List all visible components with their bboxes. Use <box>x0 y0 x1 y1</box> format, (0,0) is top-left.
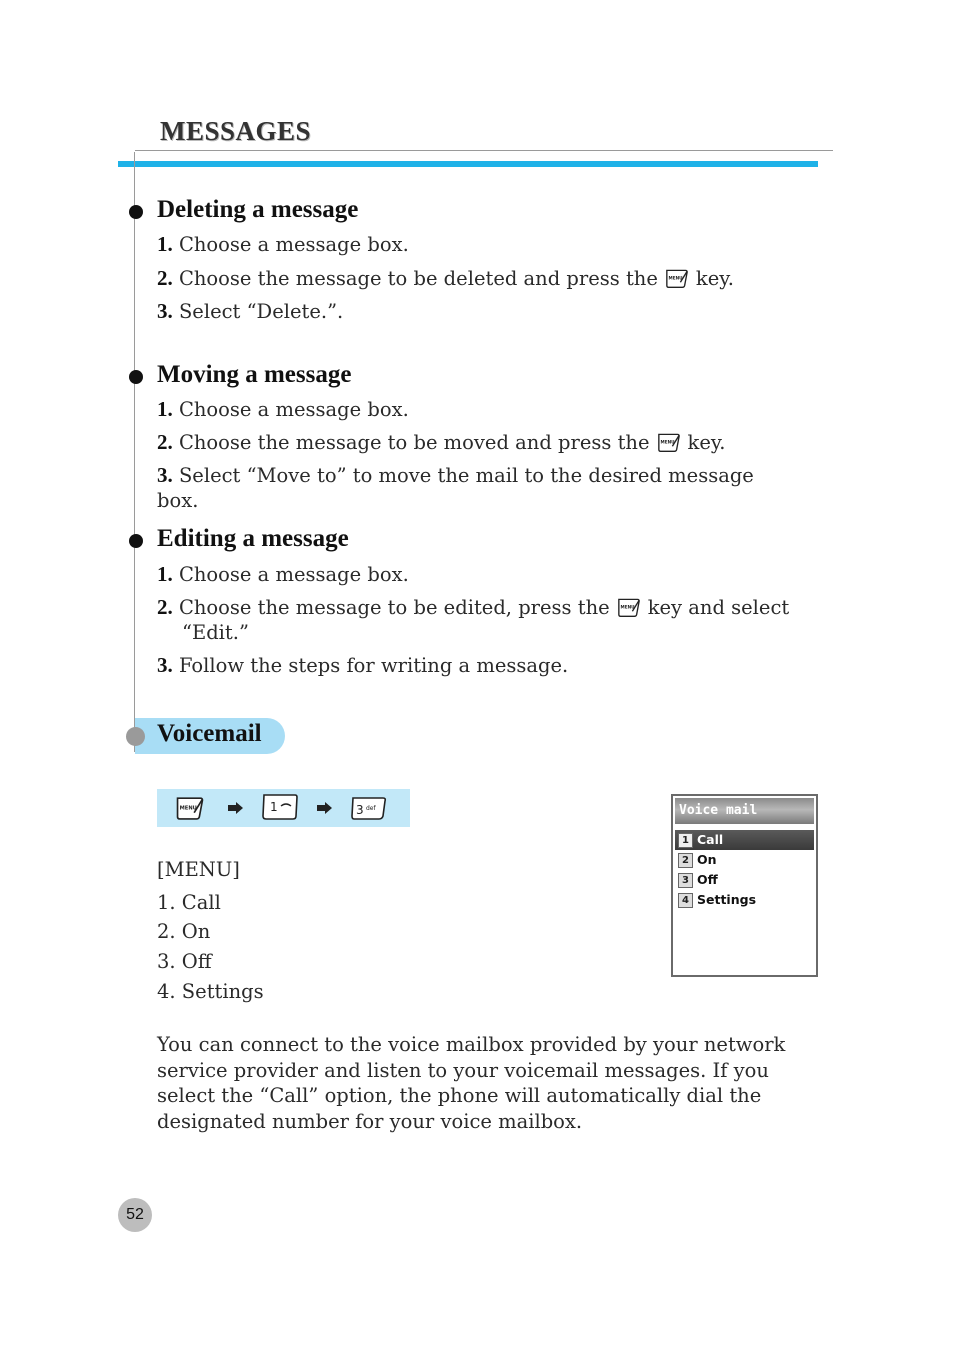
page-number: 52 <box>118 1198 152 1232</box>
voicemail-description: You can connect to the voice mailbox provided by your network service provider and listen to your voicemail messages. If you select the “Call” option, the phone will automatically dial the designated number for your voice mailbox. <box>157 1033 786 1133</box>
step-text: Choose the message to be edited, press the <box>178 596 610 619</box>
header-accent-rule <box>118 161 818 167</box>
section-heading-deleting: Deleting a message <box>157 196 359 223</box>
step-number: 2. <box>157 266 173 290</box>
step-text: Choose a message box. <box>178 398 409 421</box>
step-text-end: key and select <box>647 596 790 619</box>
step-text-continued: “Edit.” <box>182 621 249 644</box>
section-heading-editing: Editing a message <box>157 525 349 552</box>
step-2 <box>157 430 797 455</box>
item-label: Call <box>697 832 724 847</box>
step-text: Choose the message to be moved and press the <box>178 431 650 454</box>
section-bullet <box>129 205 143 219</box>
key-label: 1 <box>270 800 278 814</box>
step-number: 3. <box>157 299 173 323</box>
item-number: 1 <box>678 833 693 848</box>
item-number: 4 <box>678 893 693 908</box>
step-1 <box>157 562 797 587</box>
step-text-end: key. <box>695 267 734 290</box>
step-2 <box>157 266 797 291</box>
step-1 <box>157 397 797 422</box>
step-text: Choose a message box. <box>178 233 409 256</box>
step-3 <box>157 299 797 324</box>
step-number: 3. <box>157 653 173 677</box>
item-number: 2 <box>678 853 693 868</box>
menu-key-icon <box>616 596 642 618</box>
section-bullet <box>129 370 143 384</box>
step-text-end: key. <box>687 431 726 454</box>
key-sequence-bar <box>157 789 410 827</box>
page-title: MESSAGES <box>160 116 312 146</box>
menu-key-icon <box>178 798 203 819</box>
arrow-right-icon <box>228 802 243 814</box>
arrow-right-icon <box>317 802 332 814</box>
phone-screen <box>671 794 818 977</box>
key-sequence <box>157 789 410 827</box>
menu-item-off: 3. Off <box>157 950 212 973</box>
step-text: Choose a message box. <box>178 563 409 586</box>
voicemail-heading: Voicemail <box>157 720 262 747</box>
step-3 <box>157 653 797 678</box>
step-1 <box>157 232 797 257</box>
section-heading-moving: Moving a message <box>157 361 352 388</box>
step-text: Follow the steps for writing a message. <box>178 654 569 677</box>
voicemail-bullet <box>126 727 145 746</box>
item-number: 3 <box>678 873 693 888</box>
key-label: 3 <box>356 803 364 817</box>
item-label: Off <box>697 872 718 887</box>
menu-label: [MENU] <box>157 858 240 881</box>
menu-key-icon <box>664 267 690 289</box>
step-text: Choose the message to be deleted and press the <box>178 267 658 290</box>
screen-item-off[interactable] <box>675 870 814 890</box>
menu-item-settings: 4. Settings <box>157 980 264 1003</box>
menu-key-icon <box>656 431 682 453</box>
key-1-icon <box>263 795 297 819</box>
screen-item-call[interactable] <box>675 830 814 850</box>
key-3-icon <box>352 798 385 819</box>
step-text: Select “Delete.”. <box>178 300 344 323</box>
menu-item-on: 2. On <box>157 920 211 943</box>
phone-screen-title: Voice mail <box>675 798 814 824</box>
step-2 <box>157 595 797 645</box>
item-label: On <box>697 852 717 867</box>
margin-line <box>134 152 135 752</box>
step-3 <box>157 463 797 513</box>
step-number: 3. <box>157 463 173 487</box>
section-bullet <box>129 534 143 548</box>
menu-item-call: 1. Call <box>157 891 221 914</box>
screen-item-on[interactable] <box>675 850 814 870</box>
step-number: 1. <box>157 562 173 586</box>
header-thin-rule <box>135 150 833 151</box>
step-number: 2. <box>157 595 173 619</box>
step-number: 2. <box>157 430 173 454</box>
step-number: 1. <box>157 397 173 421</box>
step-text: Select “Move to” to move the mail to the desired message box. <box>157 464 754 512</box>
step-number: 1. <box>157 232 173 256</box>
item-label: Settings <box>697 892 757 907</box>
key-sublabel: def <box>366 805 376 812</box>
screen-item-settings[interactable] <box>675 890 814 910</box>
